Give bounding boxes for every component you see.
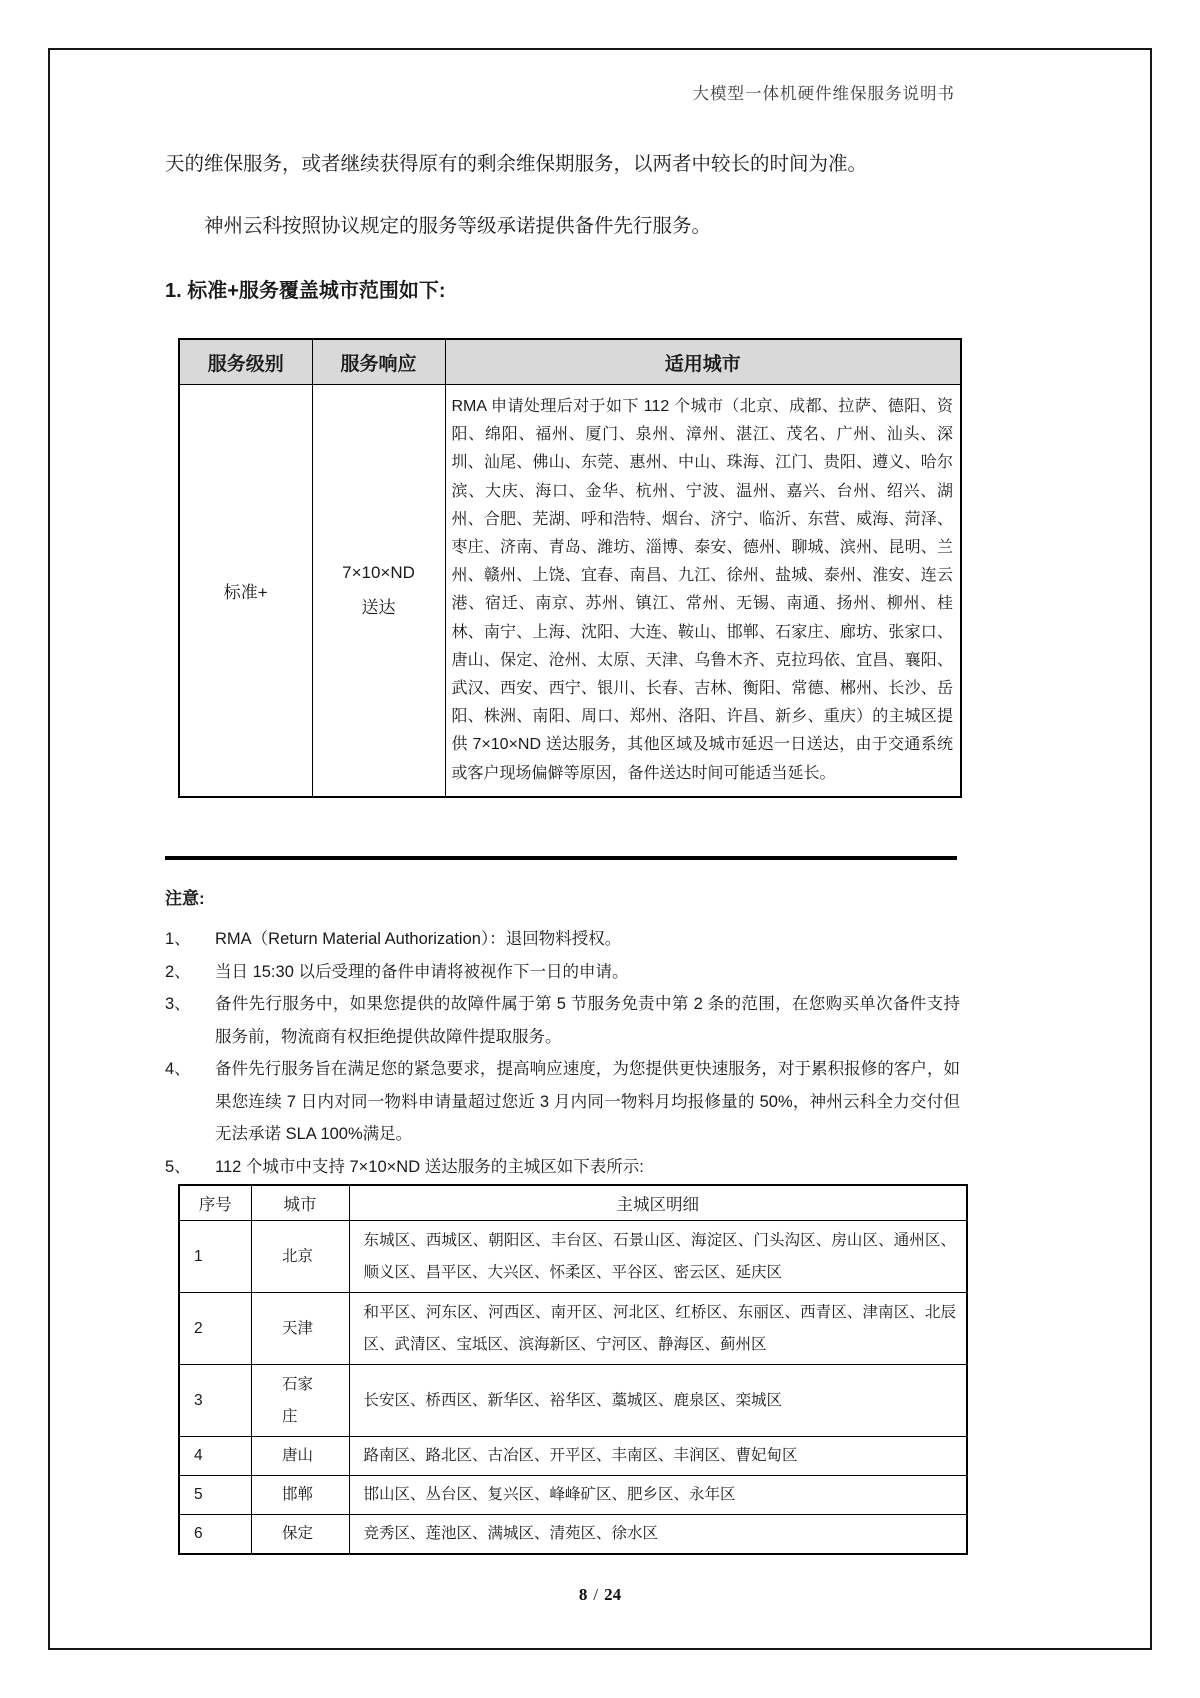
page-footer [0, 1585, 1200, 1605]
service-table-header-response: 服务响应 [312, 339, 445, 385]
note-number: 2、 [165, 962, 191, 981]
note-text: 112 个城市中支持 7×10×ND 送达服务的主城区如下表所示: [215, 1157, 644, 1176]
district-list: 长安区、桥西区、新华区、裕华区、藁城区、鹿泉区、栾城区 [349, 1365, 967, 1437]
service-response-line1: 7×10×ND [342, 563, 415, 583]
note-text: 备件先行服务旨在满足您的紧急要求，提高响应速度，为您提供更快速服务，对于累积报修的客户，如果您连续 7 日内对同一物料申请量超过您近 3 月内同一物料月均报修量的 50%，神州云科全力交付但无法承诺 SLA 100%满足。 [215, 1060, 960, 1143]
district-city: 保定 [251, 1515, 349, 1555]
note-number: 1、 [165, 930, 191, 948]
section-divider-rule [165, 856, 957, 860]
district-table-header-no: 序号 [179, 1185, 251, 1221]
service-response-line2: 送达 [361, 598, 396, 618]
body-paragraph-2: 神州云科按照协议规定的服务等级承诺提供备件先行服务。 [204, 215, 712, 237]
note-item [165, 923, 960, 956]
note-item [165, 956, 960, 989]
district-no: 6 [179, 1515, 251, 1555]
district-city: 北京 [251, 1221, 349, 1293]
service-table-header-level: 服务级别 [179, 339, 312, 385]
page-header-title: 大模型一体机硬件维保服务说明书 [692, 84, 955, 103]
district-row-beijing [179, 1221, 967, 1293]
district-city: 天津 [251, 1293, 349, 1365]
notes-section [165, 884, 960, 1183]
note-text: RMA（Return Material Authorization）：退回物料授权。 [215, 930, 622, 948]
note-number: 3、 [165, 995, 191, 1013]
footer-total-pages: 24 [604, 1585, 622, 1604]
district-row-handan [179, 1476, 967, 1515]
district-detail-table [178, 1184, 968, 1555]
district-row-shijiazhuang [179, 1365, 967, 1437]
service-table-header-cities: 适用城市 [445, 339, 961, 385]
district-no: 4 [179, 1437, 251, 1476]
applicable-cities-cell [445, 385, 961, 797]
district-row-baoding [179, 1515, 967, 1555]
district-list: 竞秀区、莲池区、满城区、清苑区、徐水区 [349, 1515, 967, 1555]
notes-title: 注意: [165, 889, 205, 908]
district-list: 邯山区、丛台区、复兴区、峰峰矿区、肥乡区、永年区 [349, 1476, 967, 1515]
service-level-cell: 标准+ [179, 385, 312, 797]
note-number: 4、 [165, 1060, 191, 1078]
district-row-tianjin [179, 1293, 967, 1365]
district-list: 东城区、西城区、朝阳区、丰台区、石景山区、海淀区、门头沟区、房山区、通州区、顺义区、昌平区、大兴区、怀柔区、平谷区、密云区、延庆区 [349, 1221, 967, 1293]
note-item [165, 1151, 960, 1184]
district-no: 2 [179, 1293, 251, 1365]
district-city: 唐山 [251, 1437, 349, 1476]
service-response-cell [312, 385, 445, 797]
service-table-row [179, 385, 961, 797]
district-row-tangshan [179, 1437, 967, 1476]
section-heading: 1. 标准+服务覆盖城市范围如下: [165, 280, 446, 302]
district-table-header-city: 城市 [251, 1185, 349, 1221]
note-text: 当日 15:30 以后受理的备件申请将被视作下一日的申请。 [215, 962, 629, 981]
service-coverage-table [178, 338, 962, 798]
district-table-header-detail: 主城区明细 [349, 1185, 967, 1221]
district-no: 5 [179, 1476, 251, 1515]
note-number: 5、 [165, 1157, 191, 1176]
district-city: 石家庄 [251, 1365, 349, 1437]
note-text: 备件先行服务中，如果您提供的故障件属于第 5 节服务免责中第 2 条的范围，在您购买单次备件支持服务前，物流商有权拒绝提供故障件提取服务。 [215, 995, 960, 1046]
note-item [165, 988, 960, 1053]
note-item [165, 1053, 960, 1151]
district-list: 和平区、河东区、河西区、南开区、河北区、红桥区、东丽区、西青区、津南区、北辰区、武清区、宝坻区、滨海新区、宁河区、静海区、蓟州区 [349, 1293, 967, 1365]
service-table-header-row [179, 339, 961, 385]
district-city: 邯郸 [251, 1476, 349, 1515]
district-table-header-row [179, 1185, 967, 1221]
body-paragraph-1: 天的维保服务，或者继续获得原有的剩余维保期服务，以两者中较长的时间为准。 [165, 153, 868, 175]
footer-current-page: 8 [578, 1585, 588, 1604]
district-list: 路南区、路北区、古冶区、开平区、丰南区、丰润区、曹妃甸区 [349, 1437, 967, 1476]
footer-separator: / [593, 1585, 599, 1604]
district-no: 1 [179, 1221, 251, 1293]
district-no: 3 [179, 1365, 251, 1437]
applicable-cities-text: RMA 申请处理后对于如下 112 个城市（北京、成都、拉萨、德阳、资阳、绵阳、福州、厦门、泉州、漳州、湛江、茂名、广州、汕头、深圳、汕尾、佛山、东莞、惠州、中山、珠海、江门、贵阳、遵义、哈尔滨、大庆、海口、金华、杭州、宁波、温州、嘉兴、台州、绍兴、湖州、合肥、芜湖、呼和浩特、烟台、济宁、临沂、东营、威海、菏泽、枣庄、济南、青岛、潍坊、淄博、泰安、德州、聊城、滨州、昆明、兰州、赣州、上饶、宜春、南昌、九江、徐州、盐城、泰州、淮安、连云港、宿迁、南京、苏州、镇江、常州、无锡、南通、扬州、柳州、桂林、南宁、上海、沈阳、大连、鞍山、邯郸、石家庄、廊坊、张家口、唐山、保定、沧州、太原、天津、乌鲁木齐、克拉玛依、宜昌、襄阳、武汉、西安、西宁、银川、长春、吉林、衡阳、常德、郴州、长沙、岳阳、株洲、南阳、周口、郑州、洛阳、许昌、新乡、重庆）的主城区提供 7×10×ND 送达服务，其他区域及城市延迟一日送达，由于交通系统或客户现场偏僻等原因，备件送达时间可能适当延长。 [451, 398, 953, 782]
